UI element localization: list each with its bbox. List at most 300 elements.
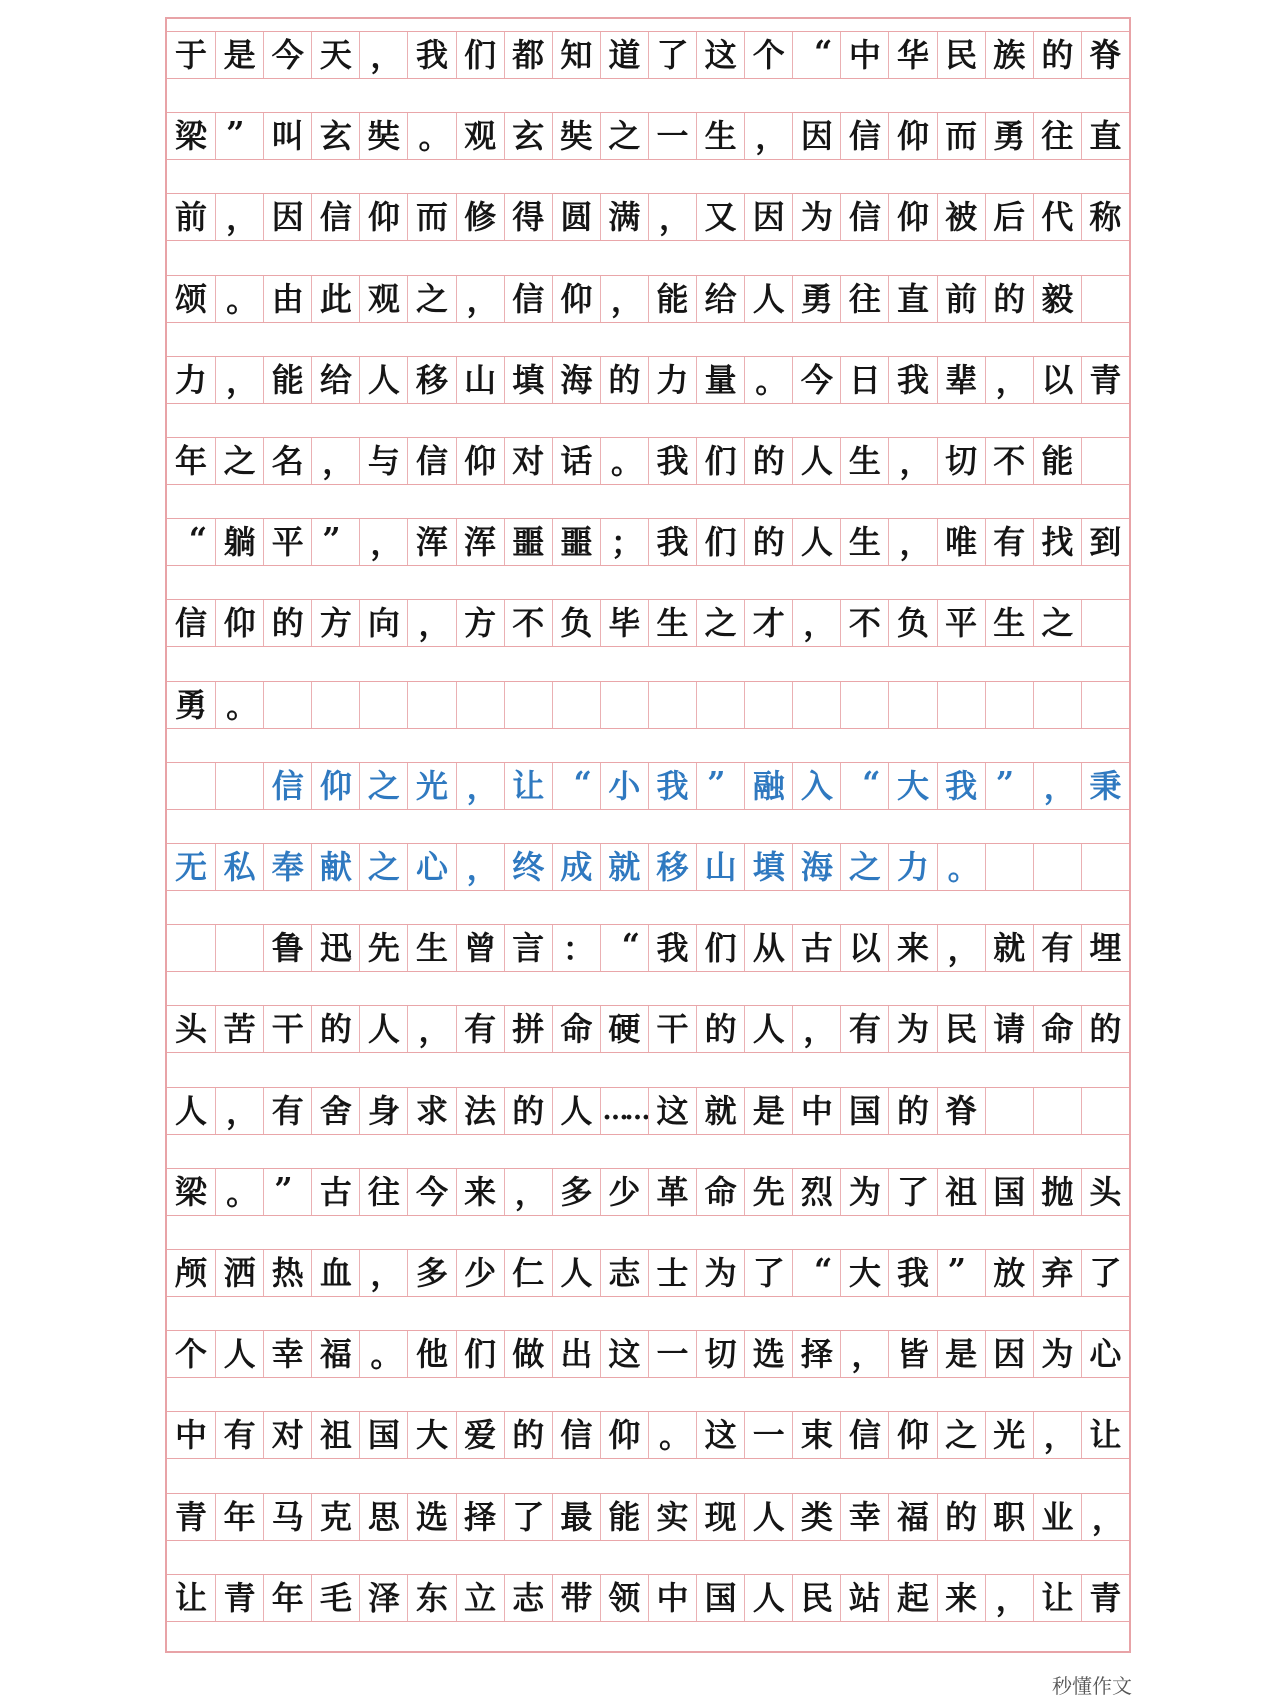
grid-cell: 找 (1033, 519, 1081, 565)
grid-cell: 生 (985, 600, 1033, 646)
grid-cell: 多 (552, 1169, 600, 1215)
grid-cell: 观 (456, 113, 504, 159)
grid-cell: 来 (937, 1575, 985, 1621)
grid-cell: ， (311, 438, 359, 484)
grid-cell: 信 (311, 194, 359, 240)
grid-cell: 之 (696, 600, 744, 646)
grid-cell (456, 682, 504, 728)
grid-row (167, 599, 1129, 647)
grid-cell: 前 (175, 198, 208, 237)
grid-cell: 勇 (792, 276, 840, 322)
grid-cell (1033, 1088, 1081, 1134)
grid-row (167, 762, 1129, 810)
grid-cell: 仰 (552, 276, 600, 322)
grid-cell: 人 (359, 357, 407, 403)
grid-cell: 大 (888, 763, 936, 809)
grid-cell: 心 (407, 844, 455, 890)
grid-cell: 让 (504, 763, 552, 809)
grid-cell: 仰 (359, 194, 407, 240)
grid-cell (792, 682, 840, 728)
grid-cell: 了 (504, 1494, 552, 1540)
grid-cell: 后 (985, 194, 1033, 240)
grid-cell: 们 (456, 32, 504, 78)
grid-cell: ， (407, 1006, 455, 1052)
grid-cell: 了 (888, 1169, 936, 1215)
grid-cell: 们 (696, 519, 744, 565)
grid-cell: 毅 (1033, 276, 1081, 322)
grid-cell: 终 (504, 844, 552, 890)
grid-cell: 福 (311, 1331, 359, 1377)
grid-cell: 类 (792, 1494, 840, 1540)
grid-cell: 皆 (888, 1331, 936, 1377)
grid-cell: 移 (407, 357, 455, 403)
grid-cell: 私 (215, 844, 263, 890)
grid-cell (215, 763, 263, 809)
grid-row (167, 437, 1129, 485)
grid-cell: “ (188, 520, 208, 559)
grid-cell: 能 (1033, 438, 1081, 484)
grid-cell (407, 682, 455, 728)
grid-cell: 负 (552, 600, 600, 646)
grid-cell: 向 (359, 600, 407, 646)
grid-row (167, 924, 1129, 972)
grid-cell: 头 (1081, 1169, 1129, 1215)
grid-cell: 人 (744, 1006, 792, 1052)
grid-cell: 我 (888, 357, 936, 403)
grid-cell: 称 (1081, 194, 1129, 240)
grid-cell: 领 (600, 1575, 648, 1621)
grid-cell: 马 (263, 1494, 311, 1540)
grid-cell: 今 (407, 1169, 455, 1215)
grid-cell: ， (744, 113, 792, 159)
grid-cell: 人 (552, 1250, 600, 1296)
grid-cell: 就 (696, 1088, 744, 1134)
grid-cell: 拼 (504, 1006, 552, 1052)
grid-cell: 人 (215, 1331, 263, 1377)
grid-cell: 之 (840, 844, 888, 890)
grid-cell: ， (359, 32, 407, 78)
grid-cell: 因 (744, 194, 792, 240)
grid-cell: 幸 (840, 1494, 888, 1540)
grid-cell: 人 (744, 1494, 792, 1540)
grid-cell: 能 (600, 1494, 648, 1540)
grid-cell: 少 (600, 1169, 648, 1215)
grid-cell: 对 (263, 1412, 311, 1458)
grid-cell: 浑 (456, 519, 504, 565)
grid-cell: 人 (792, 438, 840, 484)
grid-cell: ， (359, 519, 407, 565)
grid-cell: 少 (456, 1250, 504, 1296)
grid-cell (1081, 682, 1129, 728)
grid-cell: 毛 (311, 1575, 359, 1621)
grid-cell: 有 (985, 519, 1033, 565)
grid-cell: ， (1033, 763, 1081, 809)
grid-cell: 中 (792, 1088, 840, 1134)
grid-cell: 海 (792, 844, 840, 890)
grid-cell: 仰 (888, 113, 936, 159)
grid-cell (1081, 1088, 1129, 1134)
grid-cell: 直 (1081, 113, 1129, 159)
grid-row (167, 681, 1129, 729)
grid-cell: 融 (744, 763, 792, 809)
grid-cell: 我 (888, 1250, 936, 1296)
grid-cell: 之 (215, 438, 263, 484)
grid-cell (311, 682, 359, 728)
grid-cell: 信 (840, 194, 888, 240)
grid-cell (1033, 682, 1081, 728)
grid-cell: 做 (504, 1331, 552, 1377)
grid-cell: 有 (215, 1412, 263, 1458)
grid-cell: 的 (744, 519, 792, 565)
grid-cell: 从 (744, 925, 792, 971)
grid-row (167, 1249, 1129, 1297)
grid-cell: ， (888, 519, 936, 565)
grid-cell: 。 (937, 844, 985, 890)
grid-cell: 躺 (215, 519, 263, 565)
grid-cell: 命 (1033, 1006, 1081, 1052)
grid-cell: 。 (600, 438, 648, 484)
grid-cell: 负 (888, 600, 936, 646)
grid-cell: 烈 (792, 1169, 840, 1215)
grid-cell: 出 (552, 1331, 600, 1377)
grid-cell: 奘 (552, 113, 600, 159)
grid-cell: 人 (359, 1006, 407, 1052)
grid-cell: 生 (648, 600, 696, 646)
grid-cell: 信 (263, 763, 311, 809)
grid-cell: 生 (407, 925, 455, 971)
grid-cell: 最 (552, 1494, 600, 1540)
grid-cell: ， (456, 763, 504, 809)
grid-cell: ， (456, 276, 504, 322)
grid-row (167, 1005, 1129, 1053)
grid-cell: 的 (1081, 1006, 1129, 1052)
grid-row (167, 1493, 1129, 1541)
grid-cell: 为 (792, 194, 840, 240)
grid-cell: 不 (840, 600, 888, 646)
grid-cell: 心 (1081, 1331, 1129, 1377)
grid-cell: 力 (888, 844, 936, 890)
grid-cell: 此 (311, 276, 359, 322)
grid-cell: 方 (456, 600, 504, 646)
grid-cell: 抛 (1033, 1169, 1081, 1215)
grid-cell: 小 (600, 763, 648, 809)
grid-cell (937, 682, 985, 728)
grid-cell: 而 (937, 113, 985, 159)
grid-cell: 是 (937, 1331, 985, 1377)
grid-cell: 让 (1033, 1575, 1081, 1621)
grid-cell: 又 (696, 194, 744, 240)
grid-cell: 观 (359, 276, 407, 322)
grid-cell: 们 (696, 925, 744, 971)
grid-cell: ； (600, 519, 648, 565)
grid-cell: 志 (600, 1250, 648, 1296)
grid-row (167, 1330, 1129, 1378)
grid-cell: 。 (359, 1331, 407, 1377)
grid-cell: 们 (456, 1331, 504, 1377)
grid-cell: “ (792, 32, 840, 78)
grid-cell: 因 (985, 1331, 1033, 1377)
grid-cell: ， (215, 1088, 263, 1134)
grid-cell: 法 (456, 1088, 504, 1134)
grid-cell: 站 (840, 1575, 888, 1621)
grid-cell: 的 (504, 1088, 552, 1134)
grid-row (167, 843, 1129, 891)
grid-cell: 玄 (504, 113, 552, 159)
grid-cell: 成 (552, 844, 600, 890)
grid-cell: 民 (792, 1575, 840, 1621)
grid-cell: 量 (696, 357, 744, 403)
grid-cell: 国 (359, 1412, 407, 1458)
grid-cell: ， (888, 438, 936, 484)
grid-cell: 不 (985, 438, 1033, 484)
grid-cell: 无 (175, 848, 208, 886)
grid-cell (504, 682, 552, 728)
grid-cell: ， (215, 194, 263, 240)
grid-cell: …… (600, 1088, 648, 1134)
grid-cell: 噩 (552, 519, 600, 565)
grid-cell: 请 (985, 1006, 1033, 1052)
grid-cell: 仰 (456, 438, 504, 484)
grid-cell: 职 (985, 1494, 1033, 1540)
grid-cell: 为 (696, 1250, 744, 1296)
grid-row (167, 275, 1129, 323)
grid-cell: 信 (840, 113, 888, 159)
grid-cell: 迅 (311, 925, 359, 971)
grid-cell: 古 (792, 925, 840, 971)
grid-cell (1081, 844, 1129, 890)
grid-cell: 选 (407, 1494, 455, 1540)
grid-cell: 实 (648, 1494, 696, 1540)
grid-cell: 之 (1033, 600, 1081, 646)
grid-cell: 唯 (937, 519, 985, 565)
grid-cell: 人 (744, 1575, 792, 1621)
grid-cell: 有 (263, 1088, 311, 1134)
grid-cell: 人 (175, 1091, 208, 1130)
grid-cell: 以 (1033, 357, 1081, 403)
grid-cell: 因 (263, 194, 311, 240)
grid-cell: 之 (359, 844, 407, 890)
grid-row (167, 1087, 1129, 1135)
grid-cell: 力 (648, 357, 696, 403)
grid-cell: 以 (840, 925, 888, 971)
grid-cell: ： (552, 925, 600, 971)
grid-cell: 身 (359, 1088, 407, 1134)
grid-cell: 梁 (175, 1172, 208, 1211)
grid-cell: 话 (552, 438, 600, 484)
grid-cell: 脊 (1081, 32, 1129, 78)
grid-cell: ， (456, 844, 504, 890)
grid-cell: 。 (215, 682, 263, 728)
grid-cell: 。 (215, 1169, 263, 1215)
grid-cell: 秉 (1081, 763, 1129, 809)
grid-cell (744, 682, 792, 728)
grid-cell: 业 (1033, 1494, 1081, 1540)
grid-cell: 我 (648, 519, 696, 565)
grid-cell: 的 (937, 1494, 985, 1540)
grid-cell: 光 (985, 1412, 1033, 1458)
grid-row (167, 112, 1129, 160)
grid-cell: 立 (456, 1575, 504, 1621)
grid-cell: 于 (175, 36, 208, 74)
grid-cell: 信 (504, 276, 552, 322)
grid-cell: 直 (888, 276, 936, 322)
grid-cell: 信 (407, 438, 455, 484)
grid-cell: 青 (175, 1497, 208, 1536)
grid-cell: 选 (744, 1331, 792, 1377)
grid-row (167, 356, 1129, 404)
grid-cell: 仰 (311, 763, 359, 809)
grid-cell: 勇 (175, 685, 208, 724)
grid-cell (167, 925, 215, 971)
grid-cell: 志 (504, 1575, 552, 1621)
grid-cell (167, 763, 215, 809)
grid-cell: ， (600, 276, 648, 322)
grid-cell: 为 (888, 1006, 936, 1052)
grid-cell: 山 (456, 357, 504, 403)
grid-cell: 得 (504, 194, 552, 240)
grid-cell: ” (215, 113, 263, 159)
grid-cell: 这 (648, 1088, 696, 1134)
grid-cell (840, 682, 888, 728)
grid-cell: 我 (648, 925, 696, 971)
grid-row (167, 193, 1129, 241)
grid-cell: 泽 (359, 1575, 407, 1621)
grid-cell: ， (792, 600, 840, 646)
grid-cell (696, 682, 744, 728)
grid-cell: 为 (1033, 1331, 1081, 1377)
grid-cell (1081, 276, 1129, 322)
grid-cell: 人 (792, 519, 840, 565)
grid-cell: 名 (263, 438, 311, 484)
grid-cell: 埋 (1081, 925, 1129, 971)
grid-cell: 是 (744, 1088, 792, 1134)
grid-cell: 毕 (600, 600, 648, 646)
grid-cell: 这 (600, 1331, 648, 1377)
grid-cell: 他 (407, 1331, 455, 1377)
grid-cell: 中 (175, 1416, 208, 1455)
grid-cell: 人 (744, 276, 792, 322)
grid-cell: ” (311, 519, 359, 565)
grid-cell: 为 (840, 1169, 888, 1215)
grid-cell: 来 (888, 925, 936, 971)
grid-cell: 颂 (175, 279, 208, 318)
grid-cell: 青 (1081, 357, 1129, 403)
grid-cell: 给 (696, 276, 744, 322)
grid-cell: 由 (263, 276, 311, 322)
grid-cell: 国 (696, 1575, 744, 1621)
grid-cell: ， (648, 194, 696, 240)
grid-cell: 命 (552, 1006, 600, 1052)
grid-cell: 热 (263, 1250, 311, 1296)
grid-cell: 华 (888, 32, 936, 78)
grid-cell: ， (985, 357, 1033, 403)
grid-cell: 仰 (215, 600, 263, 646)
grid-cell: 放 (985, 1250, 1033, 1296)
grid-cell: 生 (696, 113, 744, 159)
grid-cell (600, 682, 648, 728)
grid-cell: 仰 (888, 194, 936, 240)
grid-cell: 有 (1033, 925, 1081, 971)
grid-cell: 的 (888, 1088, 936, 1134)
grid-cell: 的 (696, 1006, 744, 1052)
grid-cell: 颅 (175, 1254, 208, 1292)
grid-cell: 大 (840, 1250, 888, 1296)
grid-cell: 梁 (175, 117, 208, 156)
grid-cell (1081, 438, 1129, 484)
grid-cell: 奘 (359, 113, 407, 159)
grid-cell: 被 (937, 194, 985, 240)
grid-cell: 勇 (985, 113, 1033, 159)
grid-cell: 天 (311, 32, 359, 78)
grid-cell: 年 (175, 442, 208, 480)
grid-cell: 个 (744, 32, 792, 78)
grid-cell: 择 (456, 1494, 504, 1540)
grid-cell: 方 (311, 600, 359, 646)
grid-cell: 仰 (600, 1412, 648, 1458)
grid-cell: 是 (215, 32, 263, 78)
grid-cell: ” (696, 763, 744, 809)
grid-cell: 而 (407, 194, 455, 240)
grid-cell: 就 (985, 925, 1033, 971)
grid-cell: 。 (407, 113, 455, 159)
grid-cell: 克 (311, 1494, 359, 1540)
grid-cell: 噩 (504, 519, 552, 565)
grid-cell: 求 (407, 1088, 455, 1134)
grid-cell (263, 682, 311, 728)
grid-cell: 仁 (504, 1250, 552, 1296)
grid-cell: 年 (215, 1494, 263, 1540)
grid-cell: 之 (600, 113, 648, 159)
grid-cell: 这 (696, 32, 744, 78)
grid-cell: 今 (263, 32, 311, 78)
grid-cell: 让 (1081, 1412, 1129, 1458)
grid-cell: 能 (648, 276, 696, 322)
grid-cell: 了 (648, 32, 696, 78)
grid-cell: 们 (696, 438, 744, 484)
grid-cell: 填 (504, 357, 552, 403)
grid-cell: 前 (937, 276, 985, 322)
grid-cell: 对 (504, 438, 552, 484)
grid-cell: 信 (552, 1412, 600, 1458)
grid-cell: 命 (696, 1169, 744, 1215)
grid-row (167, 1411, 1129, 1459)
grid-cell: 人 (552, 1088, 600, 1134)
grid-cell: 祖 (937, 1169, 985, 1215)
grid-cell: 之 (407, 276, 455, 322)
grid-cell: 浑 (407, 519, 455, 565)
grid-cell: 与 (359, 438, 407, 484)
grid-cell: 信 (840, 1412, 888, 1458)
grid-cell: 洒 (215, 1250, 263, 1296)
grid-cell: 现 (696, 1494, 744, 1540)
grid-cell: 不 (504, 600, 552, 646)
grid-row (167, 518, 1129, 566)
grid-cell: 献 (311, 844, 359, 890)
grid-cell: 之 (359, 763, 407, 809)
grid-cell: 圆 (552, 194, 600, 240)
grid-cell (215, 925, 263, 971)
grid-cell: 干 (648, 1006, 696, 1052)
grid-cell: 年 (263, 1575, 311, 1621)
grid-cell: 光 (407, 763, 455, 809)
grid-cell: 到 (1081, 519, 1129, 565)
grid-cell: 民 (937, 1006, 985, 1052)
grid-cell: 的 (985, 276, 1033, 322)
grid-cell: 国 (985, 1169, 1033, 1215)
grid-cell: 仰 (888, 1412, 936, 1458)
grid-cell: 东 (407, 1575, 455, 1621)
grid-cell: 一 (744, 1412, 792, 1458)
